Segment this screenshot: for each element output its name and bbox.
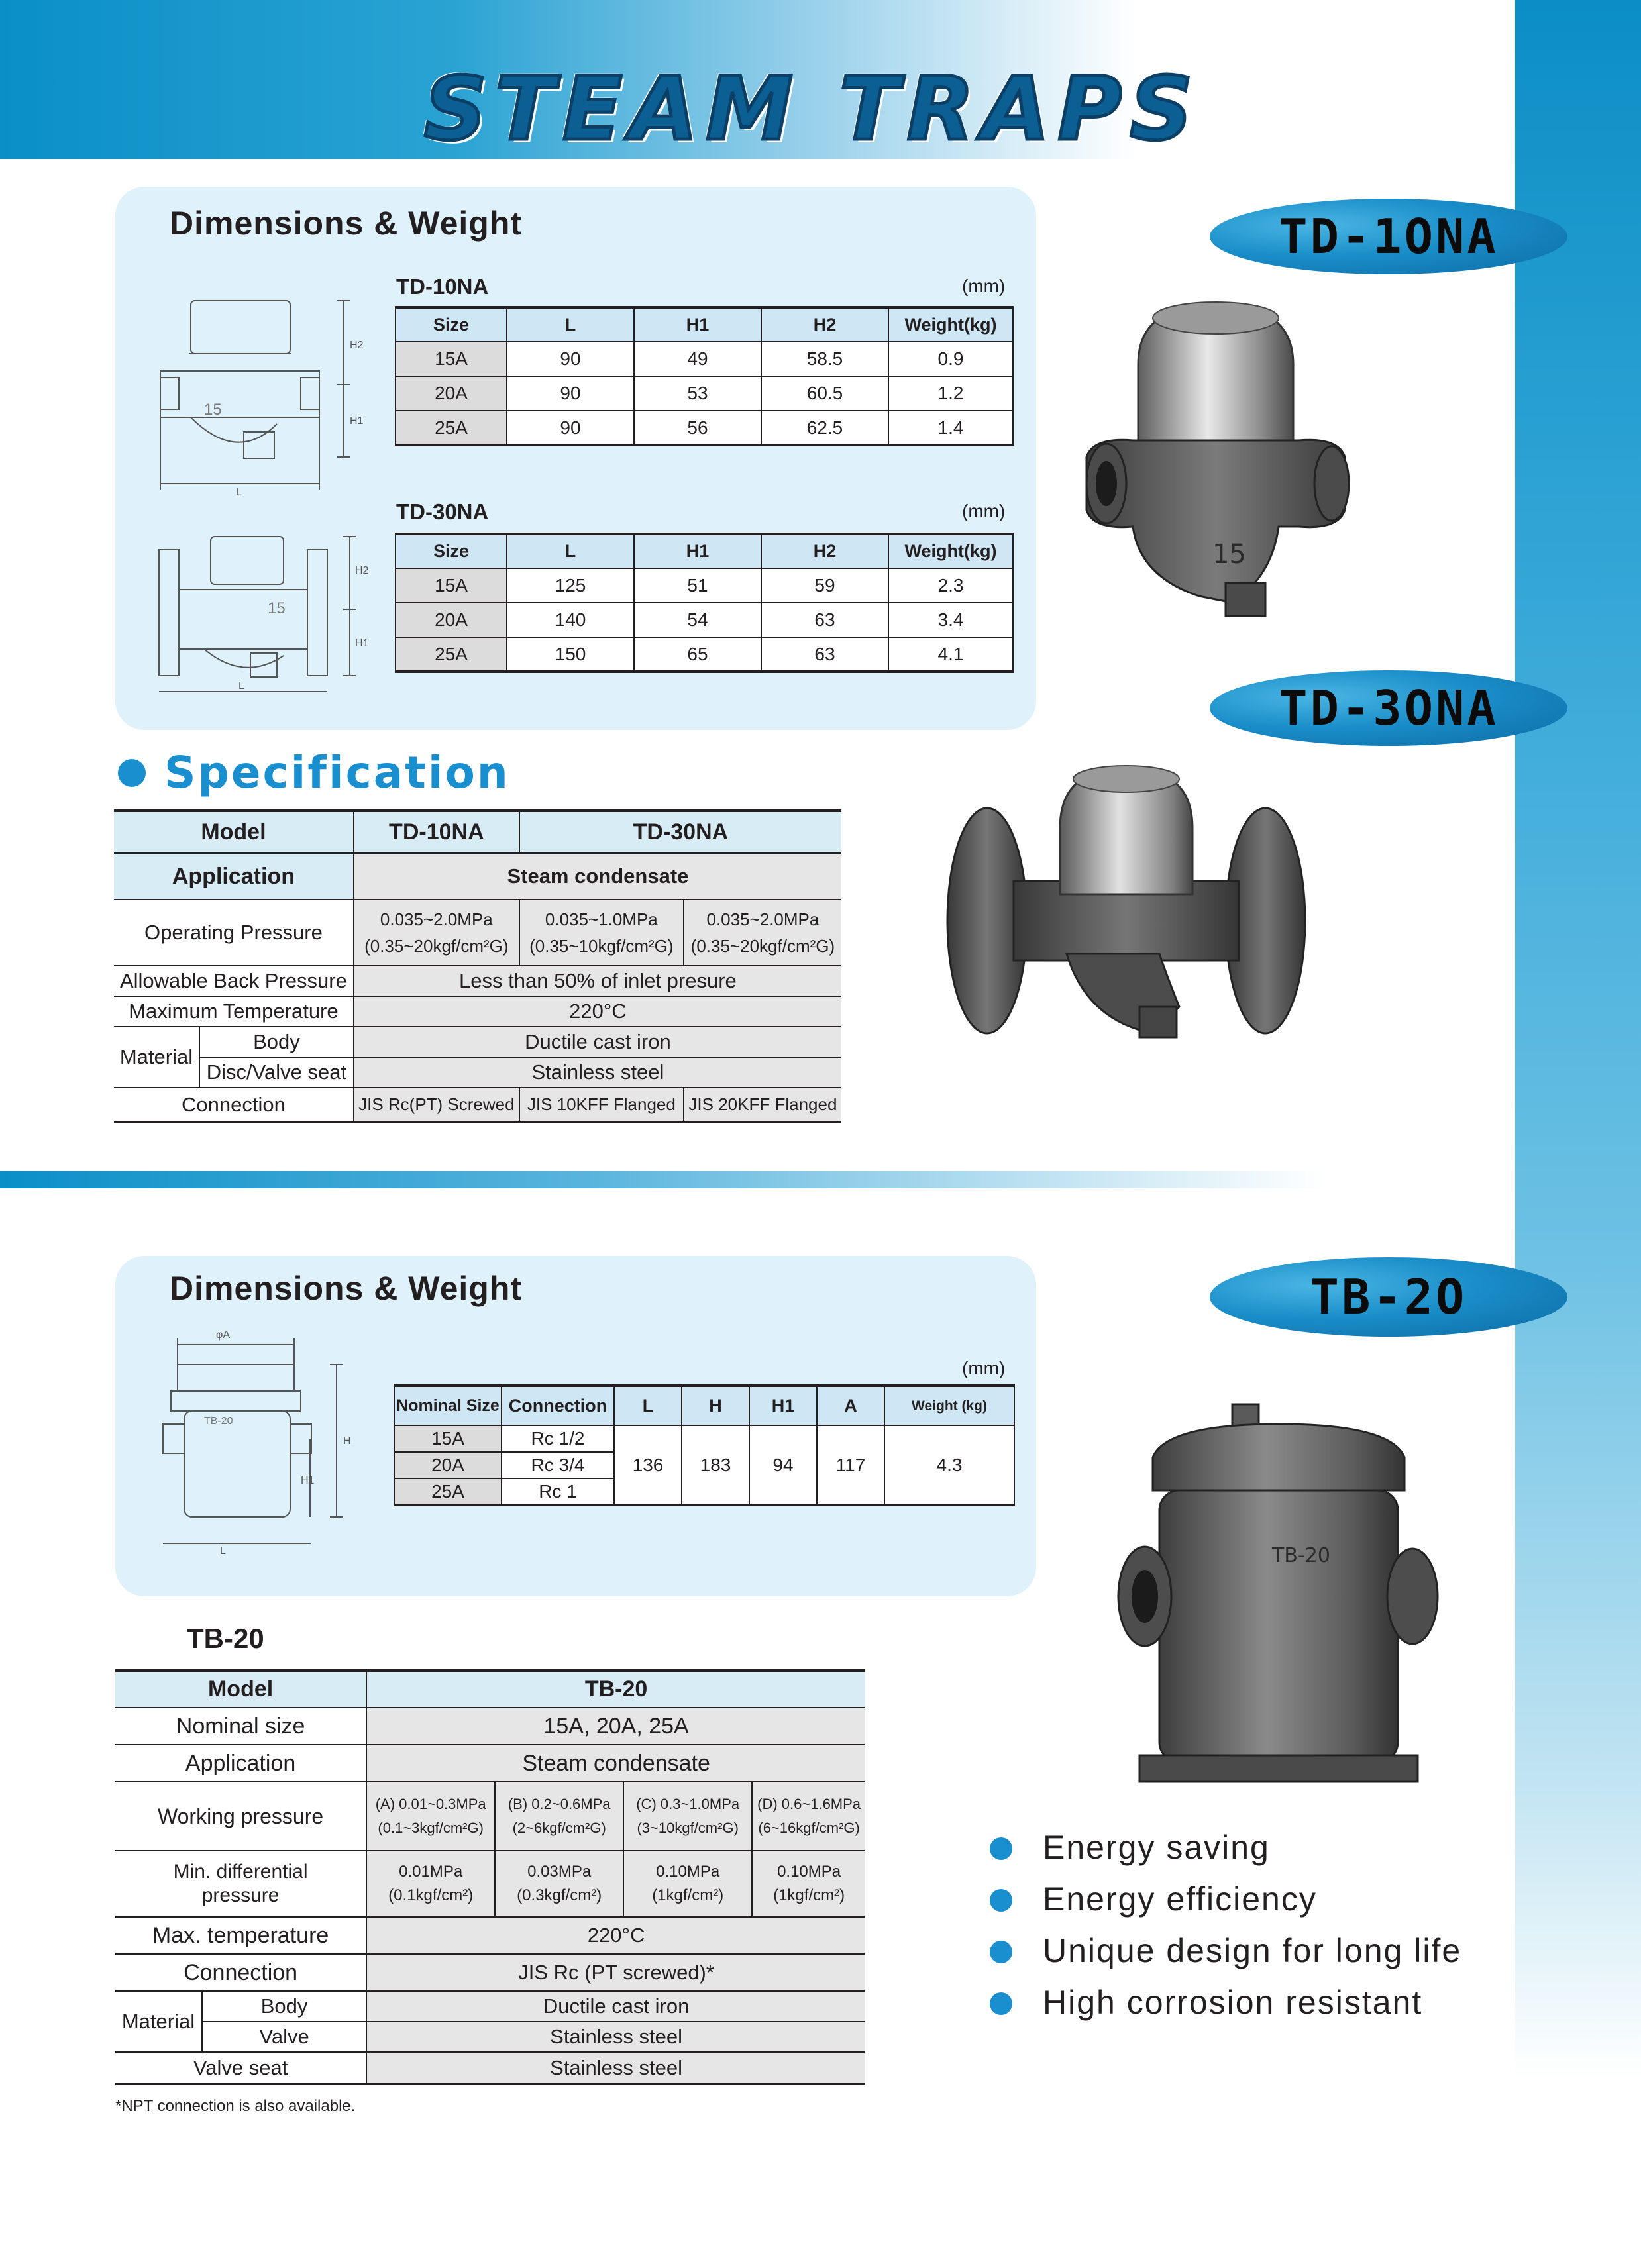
header-l: L <box>507 307 634 342</box>
header-weight: Weight(kg) <box>888 307 1013 342</box>
op-pressure-td30-b <box>684 900 841 966</box>
td10na-product-photo <box>1060 291 1371 652</box>
min-diff-line1: 0.10MPa <box>777 1863 841 1881</box>
tb20-specification-table <box>115 1669 865 2085</box>
cell-h2: 60.5 <box>761 376 888 411</box>
spec-row-back-pressure <box>114 966 841 996</box>
working-line2: (6~16kgf/cm²G) <box>758 1820 860 1836</box>
min-diff-c <box>623 1851 752 1917</box>
td10-l-label: L <box>236 487 242 497</box>
nominal-value: 15A, 20A, 25A <box>366 1708 865 1745</box>
body-value: Ductile cast iron <box>366 1991 865 2022</box>
application-value: Steam condensate <box>354 853 841 900</box>
feature-label: Unique design for long life <box>1043 1932 1462 1969</box>
td30-l-label: L <box>238 680 244 692</box>
cell-weight: 4.1 <box>888 637 1013 672</box>
cell-nominal-size: 20A <box>394 1452 502 1478</box>
cell-h2: 62.5 <box>761 411 888 445</box>
spec-row-nominal <box>115 1708 865 1745</box>
bullet-icon <box>990 1941 1012 1963</box>
connection-td10: JIS Rc(PT) Screwed <box>354 1088 519 1122</box>
cell-weight: 4.3 <box>884 1425 1014 1505</box>
application-label: Application <box>114 853 354 900</box>
op-pressure-line2: (0.35~10kgf/cm²G) <box>529 936 674 956</box>
op-pressure-td10 <box>354 900 519 966</box>
tb20-a-label: φA <box>216 1329 231 1341</box>
cell-l: 140 <box>507 603 634 637</box>
min-diff-line2: (1kgf/cm²) <box>652 1886 724 1904</box>
min-diff-line2: (1kgf/cm²) <box>773 1886 845 1904</box>
working-line1: (D) 0.6~1.6MPa <box>757 1796 861 1812</box>
spec-row-connection <box>115 1954 865 1991</box>
min-diff-line2: (0.3kgf/cm²) <box>517 1886 602 1904</box>
td10na-badge <box>1210 199 1567 274</box>
application-value: Steam condensate <box>366 1745 865 1782</box>
connection-value: JIS Rc (PT screwed)* <box>366 1954 865 1991</box>
cell-h1: 54 <box>634 603 761 637</box>
op-pressure-line1: 0.035~1.0MPa <box>545 909 658 929</box>
material-label: Material <box>114 1027 199 1088</box>
cell-size: 15A <box>396 342 507 376</box>
page-title: STEAM TRAPS <box>424 58 1201 160</box>
header-h2: H2 <box>761 307 888 342</box>
spec-bullet-icon <box>118 759 146 787</box>
td30-dimension-drawing <box>151 523 376 702</box>
cell-connection: Rc 1/2 <box>502 1425 614 1452</box>
table-header-row <box>394 1386 1014 1425</box>
min-diff-label-line2: pressure <box>201 1884 280 1906</box>
td10-h2-label: H2 <box>350 340 364 351</box>
model-td10: TD-10NA <box>354 811 519 853</box>
table-row <box>396 376 1013 411</box>
disc-value: Stainless steel <box>354 1057 841 1088</box>
tb20-l-label: L <box>220 1545 226 1557</box>
feature-label: High corrosion resistant <box>1043 1984 1423 2021</box>
max-temp-label: Max. temperature <box>115 1917 366 1954</box>
working-line2: (0.1~3kgf/cm²G) <box>378 1820 484 1836</box>
cell-weight: 3.4 <box>888 603 1013 637</box>
cell-h2: 59 <box>761 568 888 603</box>
valve-seat-value: Stainless steel <box>366 2052 865 2084</box>
spec-row-valve <box>115 2022 865 2052</box>
table-row <box>394 1425 1014 1452</box>
connection-label: Connection <box>114 1088 354 1122</box>
bullet-icon <box>990 1992 1012 2015</box>
npt-footnote: *NPT connection is also available. <box>115 2097 356 2115</box>
working-line2: (2~6kgf/cm²G) <box>512 1820 606 1836</box>
td30-dimension-table <box>395 533 1014 673</box>
header-h2: H2 <box>761 534 888 568</box>
spec-row-max-temp <box>114 996 841 1027</box>
td10-size-mark: 15 <box>204 401 222 419</box>
spec-row-body <box>114 1027 841 1057</box>
cell-connection: Rc 1 <box>502 1478 614 1505</box>
table-row <box>396 411 1013 445</box>
table-row <box>396 637 1013 672</box>
cell-h1: 56 <box>634 411 761 445</box>
back-pressure-label: Allowable Back Pressure <box>114 966 354 996</box>
td30na-badge-label: TD-3ONA <box>1279 680 1499 736</box>
specification-heading: Specification <box>164 747 510 798</box>
op-pressure-td30-a <box>519 900 684 966</box>
min-diff-line2: (0.1kgf/cm²) <box>388 1886 474 1904</box>
spec-header-row <box>114 811 841 853</box>
cell-h2: 58.5 <box>761 342 888 376</box>
tb20-spec-title: TB-20 <box>187 1623 264 1654</box>
body-value: Ductile cast iron <box>354 1027 841 1057</box>
cell-h1: 49 <box>634 342 761 376</box>
feature-label: Energy saving <box>1043 1829 1270 1866</box>
cell-weight: 1.4 <box>888 411 1013 445</box>
cell-size: 20A <box>396 376 507 411</box>
td-dimensions-heading: Dimensions & Weight <box>170 205 523 242</box>
bullet-icon <box>990 1837 1012 1860</box>
valve-label: Valve <box>202 2022 366 2052</box>
tb20-h-label: H <box>343 1435 351 1447</box>
table-header-row <box>396 307 1013 342</box>
working-pressure-label: Working pressure <box>115 1782 366 1851</box>
nominal-label: Nominal size <box>115 1708 366 1745</box>
feature-label: Energy efficiency <box>1043 1881 1317 1918</box>
cell-weight: 2.3 <box>888 568 1013 603</box>
op-pressure-line2: (0.35~20kgf/cm²G) <box>364 936 509 956</box>
td-specification-table <box>114 809 841 1123</box>
working-pressure-b <box>495 1782 623 1851</box>
cell-nominal-size: 25A <box>394 1478 502 1505</box>
tb20-photo-mark: TB-20 <box>1272 1544 1330 1567</box>
spec-row-application <box>115 1745 865 1782</box>
td10-unit: (mm) <box>962 276 1006 296</box>
cell-weight: 0.9 <box>888 342 1013 376</box>
td10-dimension-table <box>395 306 1014 446</box>
td30na-product-photo <box>941 755 1312 1063</box>
cell-weight: 1.2 <box>888 376 1013 411</box>
op-pressure-line2: (0.35~20kgf/cm²G) <box>690 936 835 956</box>
header-size: Size <box>396 307 507 342</box>
table-row <box>396 603 1013 637</box>
cell-size: 25A <box>396 637 507 672</box>
bullet-icon <box>990 1889 1012 1912</box>
tb20-h1-label: H1 <box>301 1475 315 1486</box>
valve-value: Stainless steel <box>366 2022 865 2052</box>
cell-a: 117 <box>817 1425 884 1505</box>
table-row <box>396 342 1013 376</box>
material-label: Material <box>115 1991 202 2052</box>
min-diff-line1: 0.01MPa <box>399 1863 463 1881</box>
model-td30: TD-30NA <box>519 811 841 853</box>
op-pressure-line1: 0.035~2.0MPa <box>380 909 493 929</box>
tb20-dimension-drawing <box>151 1325 370 1557</box>
min-diff-b <box>495 1851 623 1917</box>
model-label: Model <box>114 811 354 853</box>
cell-h1: 51 <box>634 568 761 603</box>
connection-label: Connection <box>115 1954 366 1991</box>
min-diff-label <box>115 1851 366 1917</box>
td30-h2-label: H2 <box>355 565 369 576</box>
spec-row-operating-pressure <box>114 900 841 966</box>
header-nominal-size: Nominal Size <box>394 1386 502 1425</box>
min-diff-line1: 0.03MPa <box>527 1863 592 1881</box>
cell-connection: Rc 3/4 <box>502 1452 614 1478</box>
td10-table-caption: TD-10NA <box>396 274 489 299</box>
tb-dimensions-heading: Dimensions & Weight <box>170 1270 523 1307</box>
back-pressure-value: Less than 50% of inlet presure <box>354 966 841 996</box>
cell-l: 90 <box>507 411 634 445</box>
header-l: L <box>614 1386 682 1425</box>
cell-h1: 53 <box>634 376 761 411</box>
cell-nominal-size: 15A <box>394 1425 502 1452</box>
cell-size: 20A <box>396 603 507 637</box>
spec-row-application <box>114 853 841 900</box>
header-h: H <box>682 1386 749 1425</box>
td30-table-caption: TD-30NA <box>396 499 489 524</box>
tb20-badge <box>1210 1257 1567 1337</box>
working-pressure-c <box>623 1782 752 1851</box>
working-line2: (3~10kgf/cm²G) <box>637 1820 739 1836</box>
spec-row-min-diff <box>115 1851 865 1917</box>
tb20-body-mark: TB-20 <box>204 1416 233 1427</box>
right-side-band <box>1515 0 1641 2080</box>
td30na-badge <box>1210 670 1567 746</box>
cell-l: 90 <box>507 342 634 376</box>
spec-row-disc <box>114 1057 841 1088</box>
cell-size: 25A <box>396 411 507 445</box>
spec-row-valve-seat <box>115 2052 865 2084</box>
working-line1: (C) 0.3~1.0MPa <box>636 1796 740 1812</box>
max-temp-value: 220°C <box>354 996 841 1027</box>
tb20-dimension-table <box>394 1384 1015 1506</box>
td10-dimension-drawing <box>151 285 376 497</box>
application-label: Application <box>115 1745 366 1782</box>
cell-h1: 94 <box>749 1425 817 1505</box>
td30-size-mark: 15 <box>268 599 286 617</box>
cell-h1: 65 <box>634 637 761 672</box>
valve-seat-label: Valve seat <box>115 2052 366 2084</box>
header-h1: H1 <box>634 534 761 568</box>
header-connection: Connection <box>502 1386 614 1425</box>
min-diff-a <box>366 1851 495 1917</box>
tb-unit: (mm) <box>962 1358 1006 1378</box>
working-pressure-a <box>366 1782 495 1851</box>
header-h1: H1 <box>749 1386 817 1425</box>
min-diff-line1: 0.10MPa <box>656 1863 720 1881</box>
cell-l: 125 <box>507 568 634 603</box>
model-value: TB-20 <box>366 1671 865 1708</box>
min-diff-d <box>752 1851 865 1917</box>
max-temp-label: Maximum Temperature <box>114 996 354 1027</box>
body-label: Body <box>202 1991 366 2022</box>
tb20-product-photo <box>1113 1398 1457 1825</box>
td30-unit: (mm) <box>962 501 1006 521</box>
spec-row-max-temp <box>115 1917 865 1954</box>
working-line1: (A) 0.01~0.3MPa <box>375 1796 486 1812</box>
td10-h1-label: H1 <box>350 415 364 427</box>
cell-l: 136 <box>614 1425 682 1505</box>
spec-header-row <box>115 1671 865 1708</box>
td10na-badge-label: TD-1ONA <box>1279 209 1499 264</box>
connection-td30-a: JIS 10KFF Flanged <box>519 1088 684 1122</box>
td30-h1-label: H1 <box>355 638 369 649</box>
operating-pressure-label: Operating Pressure <box>114 900 354 966</box>
header-weight: Weight(kg) <box>888 534 1013 568</box>
working-line1: (B) 0.2~0.6MPa <box>507 1796 611 1812</box>
header-size: Size <box>396 534 507 568</box>
header-l: L <box>507 534 634 568</box>
table-header-row <box>396 534 1013 568</box>
op-pressure-line1: 0.035~2.0MPa <box>706 909 820 929</box>
td10-photo-mark: 15 <box>1212 539 1246 570</box>
body-label: Body <box>199 1027 354 1057</box>
cell-size: 15A <box>396 568 507 603</box>
working-pressure-d <box>752 1782 865 1851</box>
disc-label: Disc/Valve seat <box>199 1057 354 1088</box>
cell-l: 90 <box>507 376 634 411</box>
max-temp-value: 220°C <box>366 1917 865 1954</box>
header-a: A <box>817 1386 884 1425</box>
model-label: Model <box>115 1671 366 1708</box>
header-h1: H1 <box>634 307 761 342</box>
cell-h2: 63 <box>761 603 888 637</box>
table-row <box>396 568 1013 603</box>
cell-h: 183 <box>682 1425 749 1505</box>
header-weight: Weight (kg) <box>884 1386 1014 1425</box>
tb20-badge-label: TB-2O <box>1310 1269 1467 1325</box>
connection-td30-b: JIS 20KFF Flanged <box>684 1088 841 1122</box>
spec-row-connection <box>114 1088 841 1122</box>
cell-h2: 63 <box>761 637 888 672</box>
cell-l: 150 <box>507 637 634 672</box>
section-divider-band <box>0 1171 1325 1188</box>
min-diff-label-line1: Min. differential <box>173 1861 308 1882</box>
spec-row-body <box>115 1991 865 2022</box>
spec-row-working-pressure <box>115 1782 865 1851</box>
